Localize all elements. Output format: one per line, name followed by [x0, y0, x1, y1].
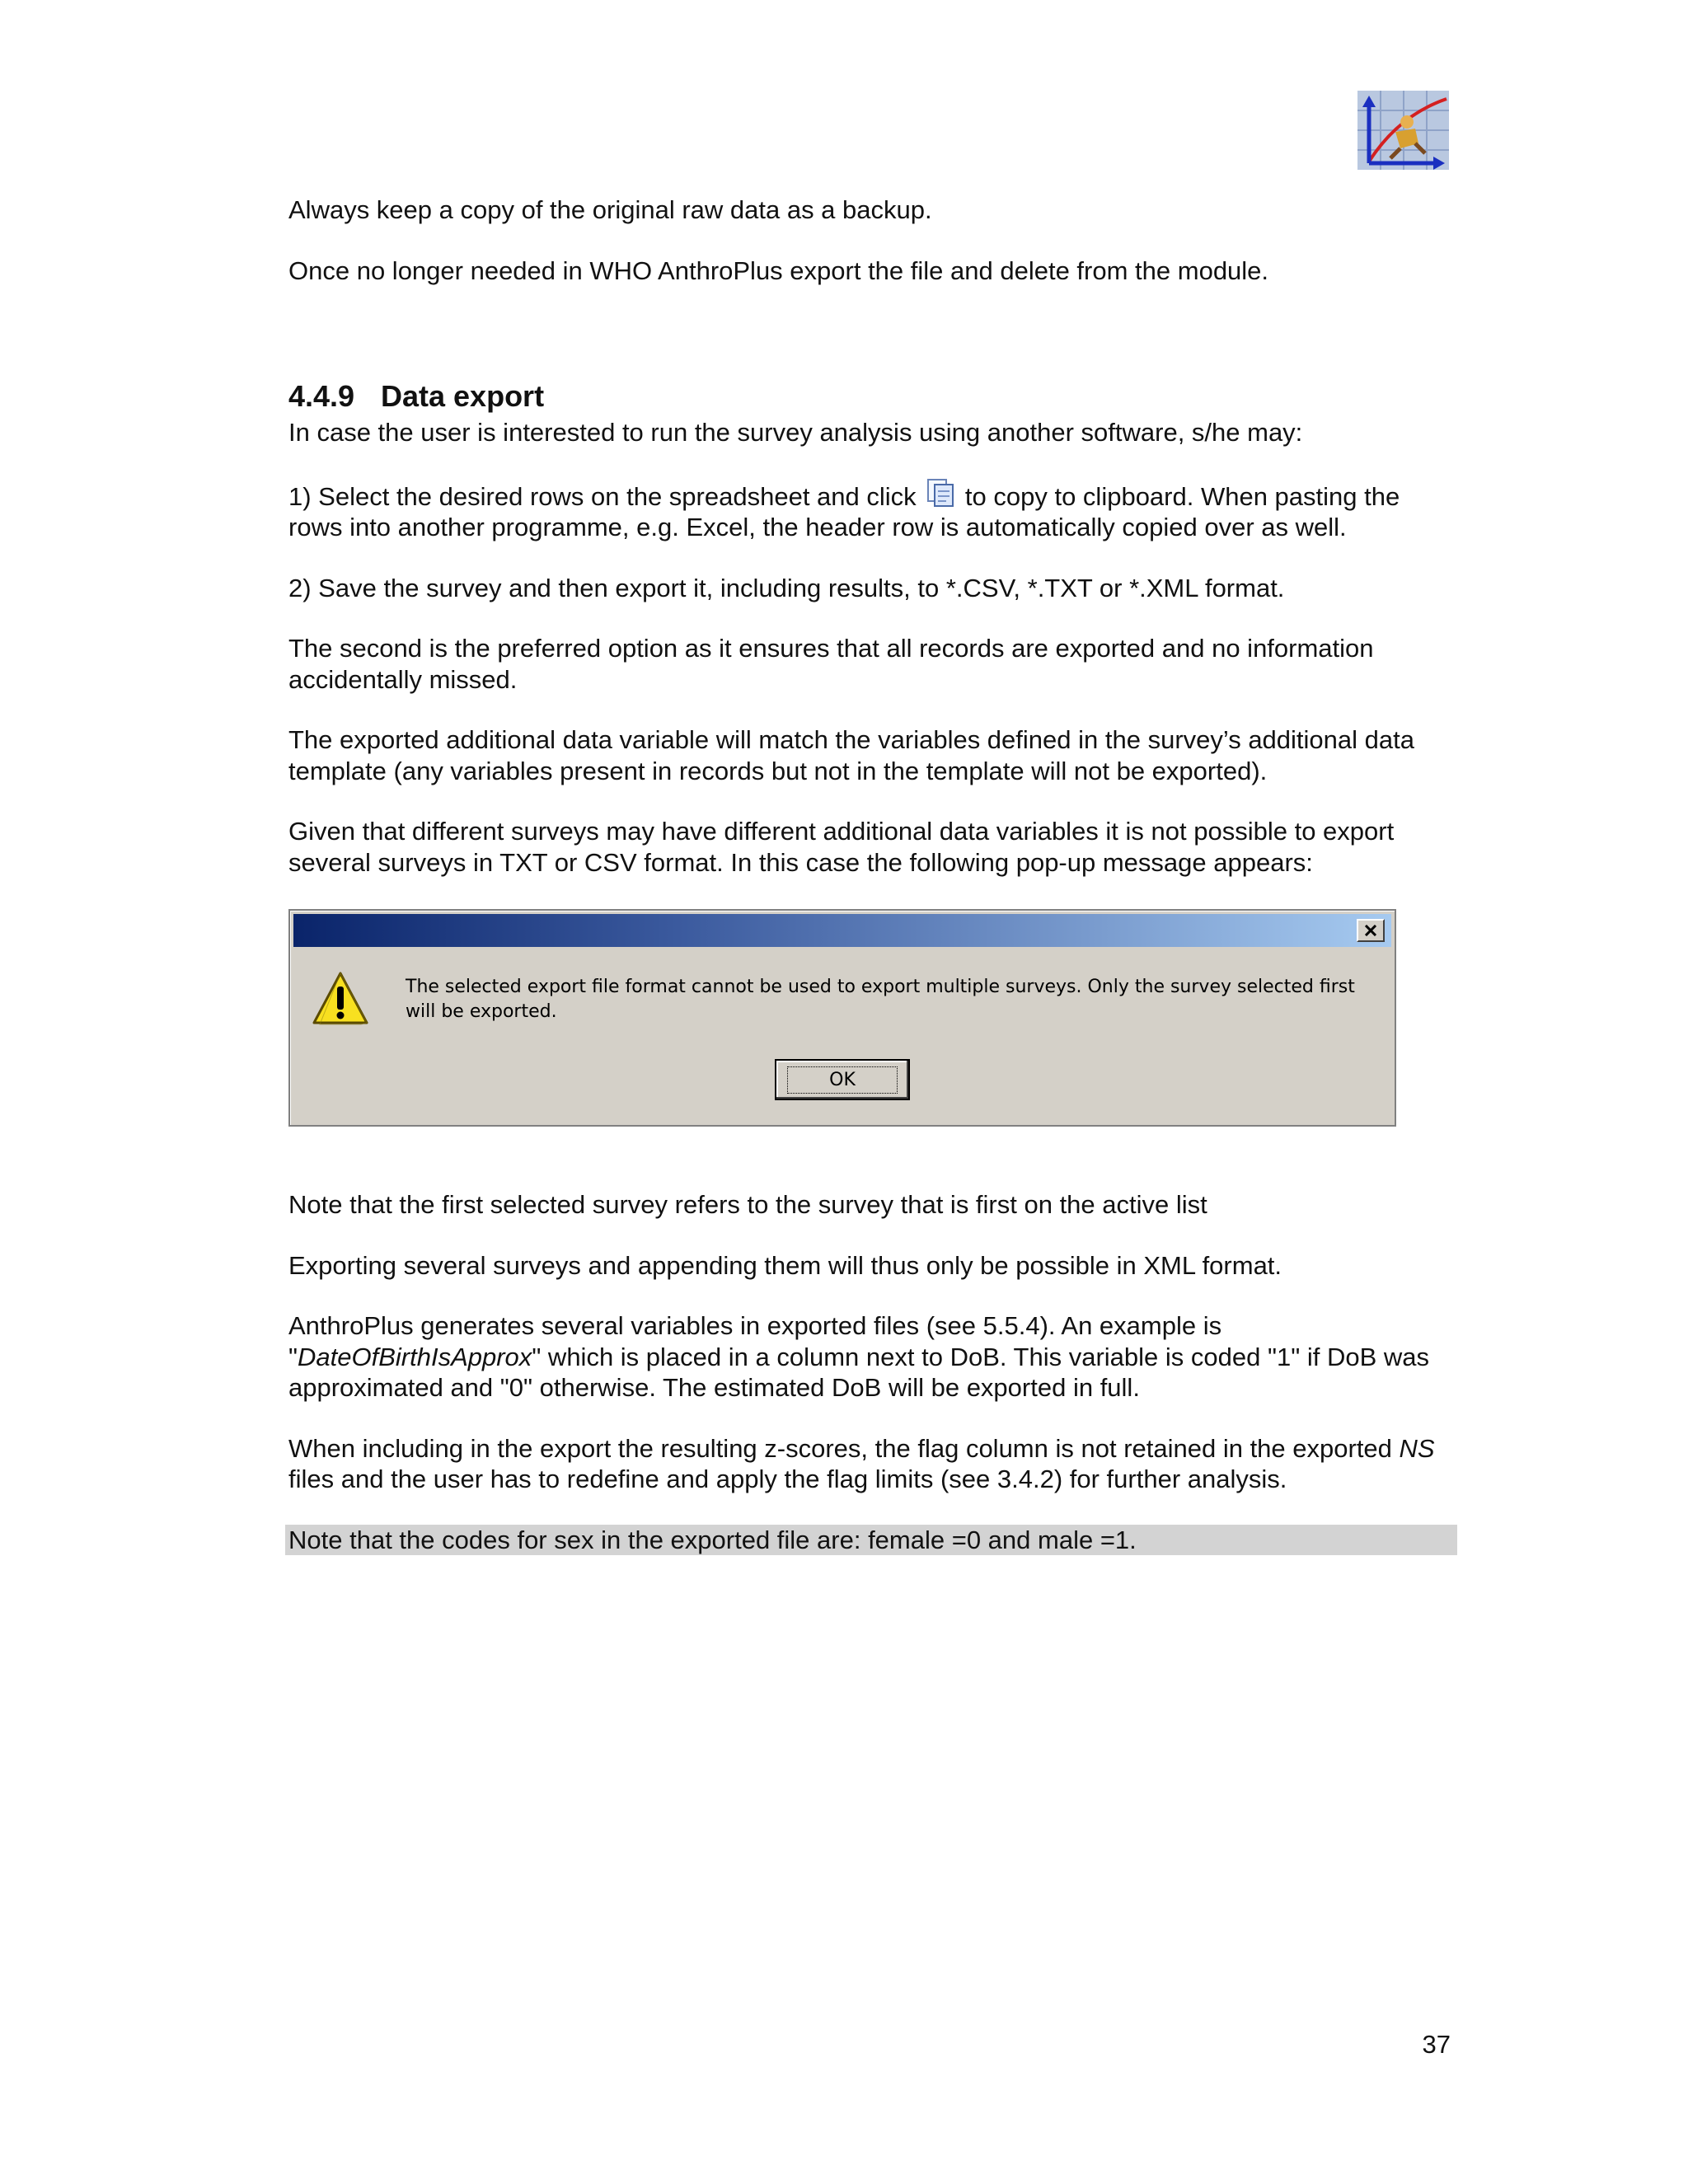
dialog-titlebar — [293, 914, 1391, 947]
paragraph-zscores — [288, 1433, 1451, 1495]
paragraph-generates — [288, 1310, 1451, 1404]
paragraph-note-first: Note that the first selected survey refers to the survey that is first on the active list — [288, 1190, 1207, 1219]
paragraph-second-option: The second is the preferred option as it ensures that all records are exported and no information accidentally missed. — [288, 634, 1374, 694]
document-content — [288, 194, 1451, 1555]
ns-italic: NS — [1399, 1433, 1435, 1463]
section-title-text: Data export — [381, 379, 545, 413]
export-warning-dialog — [288, 909, 1396, 1127]
paragraph-delete: Once no longer needed in WHO AnthroPlus export the file and delete from the module. — [288, 255, 1269, 285]
page-number: 37 — [1422, 2030, 1451, 2059]
zscores-text-1: When including in the export the resulting z-scores, the flag column is not retained in the exported — [288, 1433, 1392, 1463]
dialog-message: The selected export file format cannot be used to export multiple surveys. Only the survey selected first will be exported. — [406, 977, 1355, 1022]
paragraph-given: Given that different surveys may have different additional data variables it is not possible to export several surveys in TXT or CSV format. In this case the following pop-up message appears: — [288, 817, 1395, 877]
paragraph-variables: The exported additional data variable will match the variables defined in the survey’s additional data template (any variables present in records but not in the template will not be exported). — [288, 725, 1414, 785]
dialog-close-button[interactable] — [1357, 919, 1385, 942]
anthroplus-logo — [1357, 91, 1449, 170]
ok-button[interactable] — [775, 1059, 910, 1100]
warning-icon — [312, 970, 369, 1028]
section-heading — [288, 379, 1451, 448]
zscores-text-2: files and the user has to redefine and apply the flag limits (see 3.4.2) for further analysis. — [288, 1465, 1287, 1493]
item1-text-after: to copy to clipboard. When pasting the rows into another programme, e.g. Excel, the header row is automatically copied over as well. — [288, 481, 1400, 541]
variable-name-italic: DateOfBirthIsApprox — [298, 1342, 532, 1371]
paragraph-intro: In case the user is interested to run the survey analysis using another software, s/he may: — [288, 418, 1303, 447]
paragraph-exporting: Exporting several surveys and appending them will thus only be possible in XML format. — [288, 1250, 1282, 1280]
copy-icon — [926, 478, 954, 508]
ok-button-label: OK — [787, 1066, 898, 1094]
generates-text-2: " which is placed in a column next to DoB. This variable is coded "1" if DoB was approximated and "0" otherwise. The estimated DoB will be exported in full. — [288, 1342, 1429, 1402]
paragraph-sex-codes-highlighted: Note that the codes for sex in the exported file are: female =0 and male =1. — [285, 1525, 1457, 1556]
item1-text-before: 1) Select the desired rows on the spreadsheet and click — [288, 481, 917, 511]
section-title — [288, 379, 1451, 414]
generates-text-1: AnthroPlus generates several variables in exported files (see 5.5.4). An example is " — [288, 1311, 1222, 1371]
paragraph-item-1 — [288, 478, 1451, 543]
paragraph-backup: Always keep a copy of the original raw data as a backup. — [288, 195, 932, 224]
close-icon — [1364, 925, 1377, 936]
section-number: 4.4.9 — [288, 379, 355, 413]
paragraph-item-2: 2) Save the survey and then export it, including results, to *.CSV, *.TXT or *.XML format. — [288, 573, 1285, 602]
